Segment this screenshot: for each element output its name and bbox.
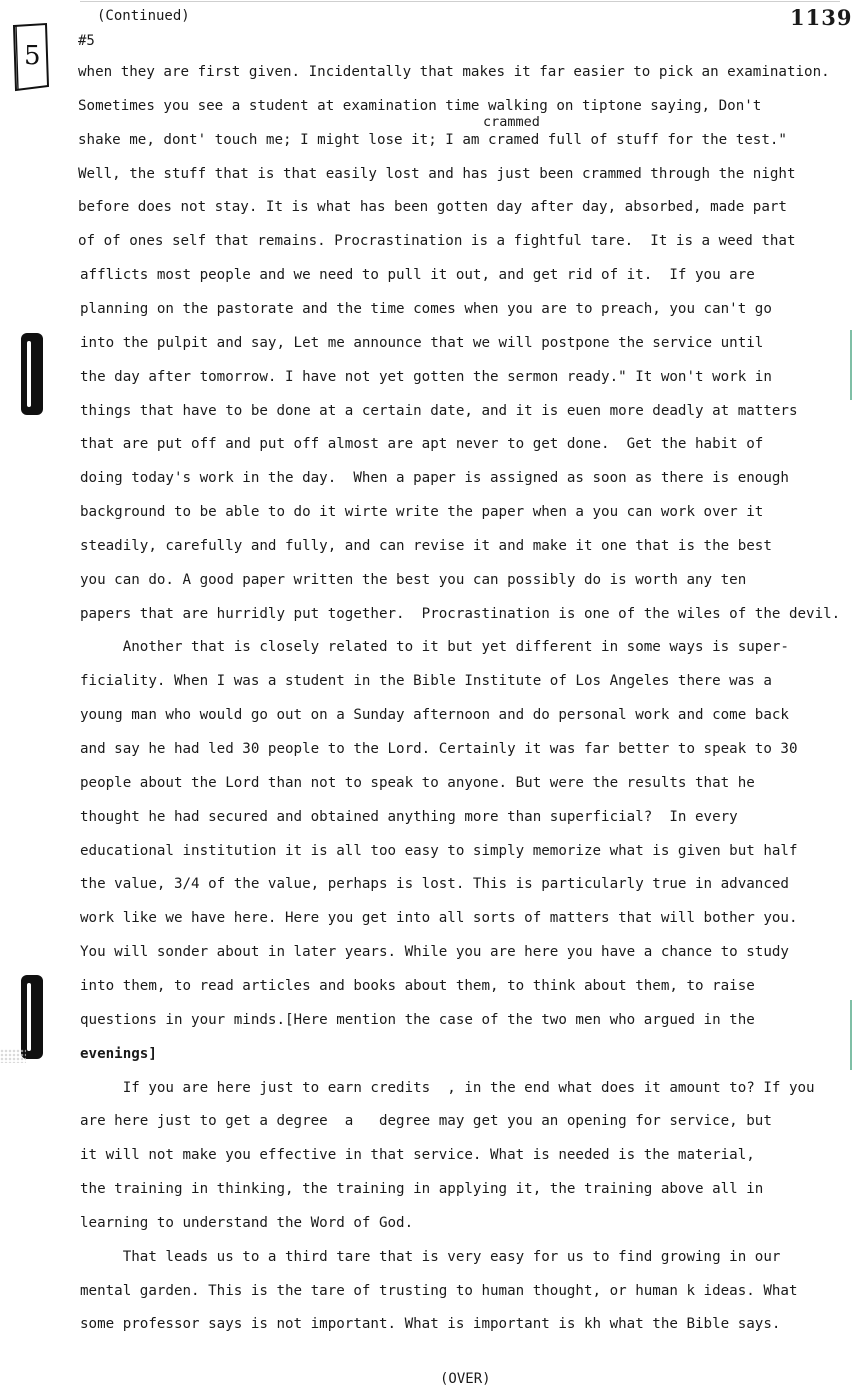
text-line: Sometimes you see a student at examination time walking on tiptone saying, Don't	[78, 97, 762, 114]
text-line: are here just to get a degree a degree may get you an opening for service, but	[80, 1113, 772, 1130]
text-line: and say he had led 30 people to the Lord. Certainly it was far better to speak to 30	[80, 741, 798, 757]
binder-hole-mark-top	[21, 333, 43, 415]
text-line: the value, 3/4 of the value, perhaps is lost. This is particularly true in advanced	[80, 876, 789, 893]
handwritten-number: 5	[24, 41, 41, 71]
text-line: that are put off and put off almost are apt never to get done. Get the habit of	[80, 436, 764, 453]
text-line: young man who would go out on a Sunday afternoon and do personal work and come back	[80, 707, 789, 724]
text-line: you can do. A good paper written the best you can possibly do is worth any ten	[80, 571, 747, 588]
text-line: background to be able to do it wirte write the paper when a you can work over it	[80, 504, 764, 521]
text-line: questions in your minds.[Here mention the case of the two men who argued in the	[80, 1011, 755, 1028]
text-line: people about the Lord than not to speak to anyone. But were the results that he	[80, 774, 755, 791]
text-line: If you are here just to earn credits , in the end what does it amount to? If you	[80, 1079, 815, 1096]
text-line: Well, the stuff that is that easily lost and has just been crammed through the night	[78, 165, 796, 182]
text-line: You will sonder about in later years. While you are here you have a chance to study	[80, 944, 789, 961]
page-number: 1139	[790, 5, 853, 30]
text-line: thought he had secured and obtained anything more than superficial? In every	[80, 808, 738, 825]
text-line: doing today's work in the day. When a paper is assigned as soon as there is enough	[80, 470, 789, 487]
handwritten-insertion: crammed	[483, 114, 540, 130]
text-line: the training in thinking, the training in applying it, the training above all in	[80, 1181, 764, 1198]
text-line: of of ones self that remains. Procrastination is a fightful tare. It is a weed that	[78, 233, 796, 250]
handwritten-section-mark	[8, 20, 52, 96]
text-line: work like we have here. Here you get into all sorts of matters that will bother you.	[80, 910, 798, 927]
text-line: evenings]	[80, 1045, 157, 1062]
text-line: when they are first given. Incidentally that makes it far easier to pick an examination.	[78, 64, 830, 80]
page-edge-mark-bottom	[850, 1000, 852, 1070]
text-line: into the pulpit and say, Let me announce that we will postpone the service until	[80, 334, 764, 351]
text-line: mental garden. This is the tare of trusting to human thought, or human k ideas. What	[80, 1282, 798, 1299]
text-line: planning on the pastorate and the time comes when you are to preach, you can't go	[80, 300, 772, 317]
text-line: some professor says is not important. What is important is kh what the Bible says.	[80, 1316, 781, 1333]
text-line: before does not stay. It is what has been gotten day after day, absorbed, made part	[78, 199, 787, 216]
text-line: afflicts most people and we need to pull it out, and get rid of it. If you are	[80, 267, 755, 284]
text-line: things that have to be done at a certain date, and it is euen more deadly at matters	[80, 402, 798, 419]
text-line: the day after tomorrow. I have not yet gotten the sermon ready." It won't work in	[80, 368, 772, 385]
text-line: educational institution it is all too easy to simply memorize what is given but half	[80, 842, 798, 859]
text-line: Another that is closely related to it but yet different in some ways is super-	[80, 639, 789, 656]
text-line: shake me, dont' touch me; I might lose it; I am cramed full of stuff for the test."	[78, 131, 787, 148]
paper-speckle	[0, 1049, 26, 1063]
section-number: #5	[78, 33, 95, 49]
text-line: it will not make you effective in that service. What is needed is the material,	[80, 1147, 755, 1164]
text-line: papers that are hurridly put together. Procrastination is one of the wiles of the devil.	[80, 605, 841, 622]
text-line: learning to understand the Word of God.	[80, 1214, 414, 1231]
text-line: into them, to read articles and books about them, to think about them, to raise	[80, 977, 755, 994]
continued-label: (Continued)	[97, 8, 190, 24]
page-edge-mark-top	[850, 330, 852, 400]
text-line: That leads us to a third tare that is very easy for us to find growing in our	[80, 1248, 781, 1265]
text-line: steadily, carefully and fully, and can revise it and make it one that is the best	[80, 537, 772, 554]
text-line: ficiality. When I was a student in the Bible Institute of Los Angeles there was a	[80, 673, 772, 690]
binder-hole-mark-bottom	[21, 975, 43, 1059]
footer-over: (OVER)	[440, 1371, 491, 1387]
top-edge-rule	[80, 1, 840, 2]
